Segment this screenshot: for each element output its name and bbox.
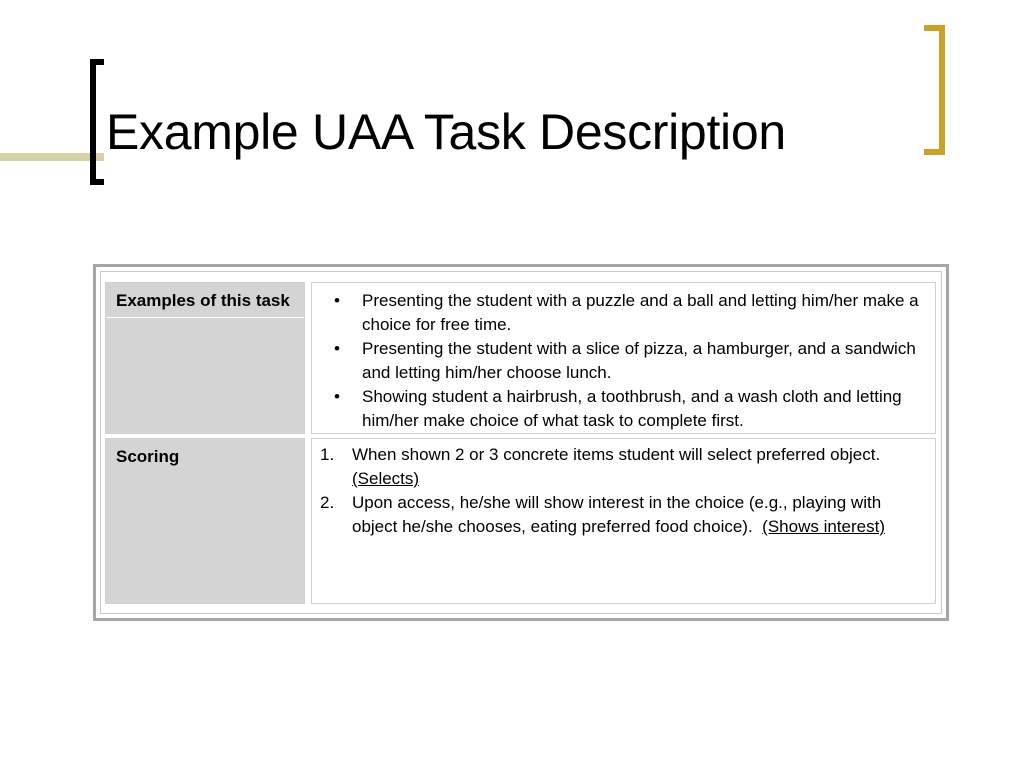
left-bracket-decoration — [90, 59, 104, 185]
bullet-icon: • — [334, 387, 340, 406]
task-description-table — [93, 264, 949, 621]
bullet-icon: • — [334, 291, 340, 310]
title-accent-band — [0, 153, 104, 161]
list-item: • Presenting the student with a slice of pizza, a hamburger, and a sandwich and letting him/her choose lunch. — [334, 339, 916, 382]
slide-title: Example UAA Task Description — [106, 104, 786, 160]
examples-label-cell — [105, 282, 305, 434]
scoring-label-cell — [105, 438, 305, 604]
list-item: 2. Upon access, he/she will show interest in the choice (e.g., playing with object he/she chooses, eating preferred food choice). (Shows interest) — [320, 493, 885, 536]
right-bracket-decoration — [924, 25, 945, 155]
list-item: 1. When shown 2 or 3 concrete items student will select preferred object. (Selects) — [320, 445, 881, 488]
list-item: • Showing student a hairbrush, a toothbrush, and a wash cloth and letting him/her make choice of what task to complete first. — [334, 387, 902, 430]
examples-list — [312, 283, 935, 433]
scoring-list — [312, 439, 935, 539]
cell-divider — [106, 317, 304, 318]
bullet-icon: • — [334, 339, 340, 358]
scoring-content-cell — [311, 438, 936, 604]
scoring-tag: (Shows interest) — [762, 517, 885, 536]
scoring-label: Scoring — [116, 447, 180, 466]
examples-content-cell — [311, 282, 936, 434]
list-item: • Presenting the student with a puzzle and a ball and letting him/her make a choice for free time. — [334, 291, 919, 334]
examples-label: Examples of this task — [116, 291, 290, 310]
scoring-tag: (Selects) — [352, 469, 420, 488]
